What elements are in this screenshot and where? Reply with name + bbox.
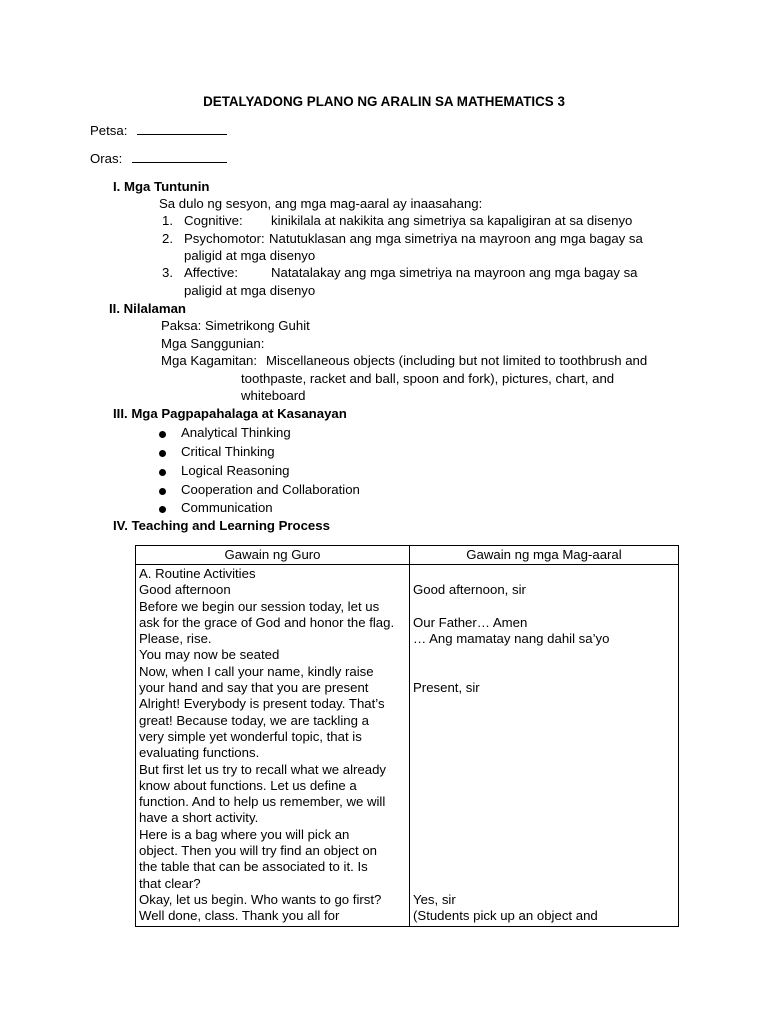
teacher-line: your hand and say that you are present <box>139 680 369 696</box>
kagamitan-text: whiteboard <box>241 388 306 403</box>
teacher-line: function. And to help us remember, we will <box>139 794 386 810</box>
teacher-line: Alright! Everybody is present today. That’s <box>139 696 385 712</box>
objective-item: 2. Psychomotor: <box>162 231 265 246</box>
student-line <box>413 827 675 843</box>
student-line <box>413 664 675 680</box>
objective-item: 3. Affective: <box>162 265 238 280</box>
teacher-line: great! Because today, we are tackling a <box>139 712 369 728</box>
value-item: Critical Thinking <box>181 444 275 459</box>
petsa-field <box>90 122 227 139</box>
student-line <box>413 566 675 582</box>
teacher-line: object. Then you will try find an object on <box>139 843 377 859</box>
value-item: Analytical Thinking <box>181 425 291 440</box>
objective-item: 1. Cognitive: <box>162 213 243 228</box>
section-3-heading: III. Mga Pagpapahalaga at Kasanayan <box>113 406 347 421</box>
petsa-label: Petsa: <box>90 123 128 138</box>
student-line <box>413 696 675 712</box>
bullet-icon <box>159 450 166 457</box>
bullet-icon <box>159 469 166 476</box>
student-line <box>413 762 675 778</box>
student-line <box>413 599 675 615</box>
teacher-line: ask for the grace of God and honor the flag. <box>139 614 395 630</box>
student-line: … Ang mamatay nang dahil sa’yo <box>413 631 610 647</box>
teacher-line: Here is a bag where you will pick an <box>139 826 350 842</box>
teacher-line: very simple yet wonderful topic, that is <box>139 728 362 744</box>
student-line <box>413 810 675 826</box>
student-line <box>413 859 675 875</box>
paksa-line: Paksa: Simetrikong Guhit <box>161 318 310 333</box>
student-line: Our Father… Amen <box>413 614 528 630</box>
kagamitan-label: Mga Kagamitan: <box>161 353 258 368</box>
student-line <box>413 778 675 794</box>
kagamitan-text: toothpaste, racket and ball, spoon and fork), pictures, chart, and <box>241 371 615 386</box>
section-2-heading: II. Nilalaman <box>109 301 186 316</box>
petsa-blank <box>137 122 227 135</box>
teaching-process-table <box>135 545 679 927</box>
bullet-icon <box>159 506 166 513</box>
oras-blank <box>132 150 227 163</box>
bullet-icon <box>159 431 166 438</box>
student-line: Yes, sir <box>413 891 456 907</box>
teacher-line: Good afternoon <box>139 582 231 598</box>
teacher-activities-cell <box>136 565 410 927</box>
student-line <box>413 729 675 745</box>
student-line <box>413 745 675 761</box>
teacher-line: Now, when I call your name, kindly raise <box>139 663 374 679</box>
teacher-line: Well done, class. Thank you all for <box>139 908 340 924</box>
value-item: Logical Reasoning <box>181 463 290 478</box>
teacher-line: A. Routine Activities <box>139 566 256 581</box>
section-1-intro: Sa dulo ng sesyon, ang mga mag-aaral ay inaasahang: <box>159 196 483 211</box>
teacher-line: the table that can be associated to it. Is <box>139 859 368 875</box>
student-line <box>413 876 675 892</box>
objective-text: kinikilala at nakikita ang simetriya sa kapaligiran at sa disenyo <box>271 213 633 228</box>
objective-text: Natatalakay ang mga simetriya na mayroon ang mga bagay sa <box>271 265 638 280</box>
student-activities-cell <box>410 565 679 927</box>
value-item: Cooperation and Collaboration <box>181 482 360 497</box>
student-line <box>413 713 675 729</box>
teacher-line: But first let us try to recall what we already <box>139 761 386 777</box>
teacher-line: have a short activity. <box>139 810 259 826</box>
student-line <box>413 843 675 859</box>
teacher-line: that clear? <box>139 875 201 891</box>
column-header-teacher: Gawain ng Guro <box>136 546 410 565</box>
value-item: Communication <box>181 500 273 515</box>
student-line: Present, sir <box>413 680 480 696</box>
oras-field <box>90 150 227 167</box>
objective-text: Natutuklasan ang mga simetriya na mayroon ang mga bagay sa <box>269 231 643 246</box>
teacher-line: evaluating functions. <box>139 745 260 761</box>
kagamitan-text: Miscellaneous objects (including but not limited to toothbrush and <box>266 353 648 368</box>
document-title: DETALYADONG PLANO NG ARALIN SA MATHEMATICS 3 <box>203 94 565 109</box>
objective-text-cont: paligid at mga disenyo <box>184 248 316 263</box>
student-line <box>413 647 675 663</box>
section-1-heading: I. Mga Tuntunin <box>113 179 210 194</box>
student-line: Good afternoon, sir <box>413 582 526 598</box>
bullet-icon <box>159 488 166 495</box>
teacher-line: know about functions. Let us define a <box>139 777 357 793</box>
student-line <box>413 794 675 810</box>
sanggunian-line: Mga Sanggunian: <box>161 336 265 351</box>
oras-label: Oras: <box>90 151 123 166</box>
teacher-line: Before we begin our session today, let us <box>139 598 380 614</box>
section-4-heading: IV. Teaching and Learning Process <box>113 518 330 533</box>
teacher-line: Okay, let us begin. Who wants to go first? <box>139 891 382 907</box>
column-header-students: Gawain ng mga Mag-aaral <box>410 546 679 565</box>
teacher-line: Please, rise. <box>139 631 212 647</box>
teacher-line: You may now be seated <box>139 647 280 663</box>
objective-text-cont: paligid at mga disenyo <box>184 283 316 298</box>
student-line: (Students pick up an object and <box>413 908 598 924</box>
